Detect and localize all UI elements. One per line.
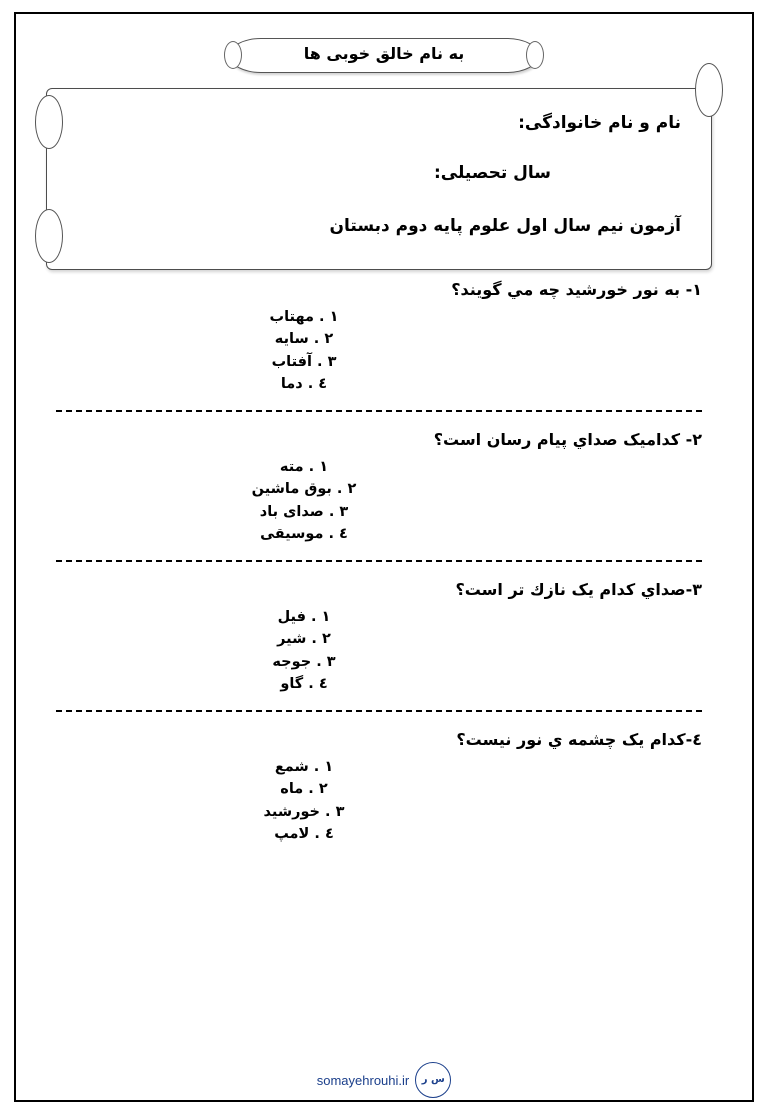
option-item[interactable]: ۳ . آفتاب (271, 353, 337, 370)
option-item[interactable]: ٤ . گاو (280, 676, 328, 693)
option-item[interactable]: ۲ . شیر (277, 631, 331, 648)
options-list-1 (46, 306, 712, 396)
exam-title: آزمون نیم سال اول علوم پایه دوم دبستان (329, 215, 681, 236)
options-list-3 (46, 606, 712, 696)
question-text-1: ۱- به نور خورشید چه مي گویند؟ (451, 280, 702, 299)
question-block-4 (46, 722, 712, 846)
options-list-4 (46, 756, 712, 846)
option-item[interactable]: ۳ . جوجه (272, 653, 336, 670)
student-name-label: نام و نام خانوادگی: (518, 113, 681, 133)
options-list-2 (46, 456, 712, 546)
student-info-scroll (46, 88, 712, 270)
questions-container (46, 272, 712, 846)
option-item[interactable]: ۳ . صدای باد (259, 503, 349, 520)
option-item[interactable]: ۱ . شمع (274, 758, 334, 775)
header-banner (229, 38, 539, 73)
footer (0, 1062, 768, 1098)
question-block-1 (46, 272, 712, 396)
option-item[interactable]: ۲ . بوق ماشین (251, 481, 357, 498)
question-divider (56, 560, 702, 562)
option-item[interactable]: ۱ . مته (279, 458, 329, 475)
option-item[interactable]: ۱ . فیل (277, 608, 331, 625)
site-url: somayehrouhi.ir (316, 1072, 410, 1088)
site-logo-icon (415, 1062, 451, 1098)
option-item[interactable]: ۳ . خورشید (263, 803, 345, 820)
option-item[interactable]: ٤ . لامپ (274, 826, 334, 843)
question-block-3 (46, 572, 712, 696)
banner-text: به نام خالق خوبی ها (303, 44, 465, 63)
question-text-4: ٤-کدام یک چشمه ي نور نیست؟ (456, 729, 702, 749)
student-info-content (47, 89, 711, 269)
header-banner-wrapper (0, 38, 768, 73)
option-item[interactable]: ٤ . موسیقی (260, 526, 348, 543)
option-item[interactable]: ۱ . مهتاب (269, 309, 339, 325)
question-divider (56, 710, 702, 712)
option-item[interactable]: ۲ . سایه (274, 331, 334, 348)
option-item[interactable]: ٤ . دما (280, 376, 328, 393)
question-text-3: ۳-صداي کدام یک نازك تر است؟ (455, 579, 702, 599)
question-block-2 (46, 422, 712, 546)
option-item[interactable]: ۲ . ماه (280, 781, 328, 798)
question-text-2: ۲- کدامیک صداي پیام رسان است؟ (433, 429, 702, 449)
question-divider (56, 410, 702, 412)
academic-year-label: سال تحصیلی: (433, 163, 551, 184)
logo-text: س ر (421, 1074, 445, 1085)
